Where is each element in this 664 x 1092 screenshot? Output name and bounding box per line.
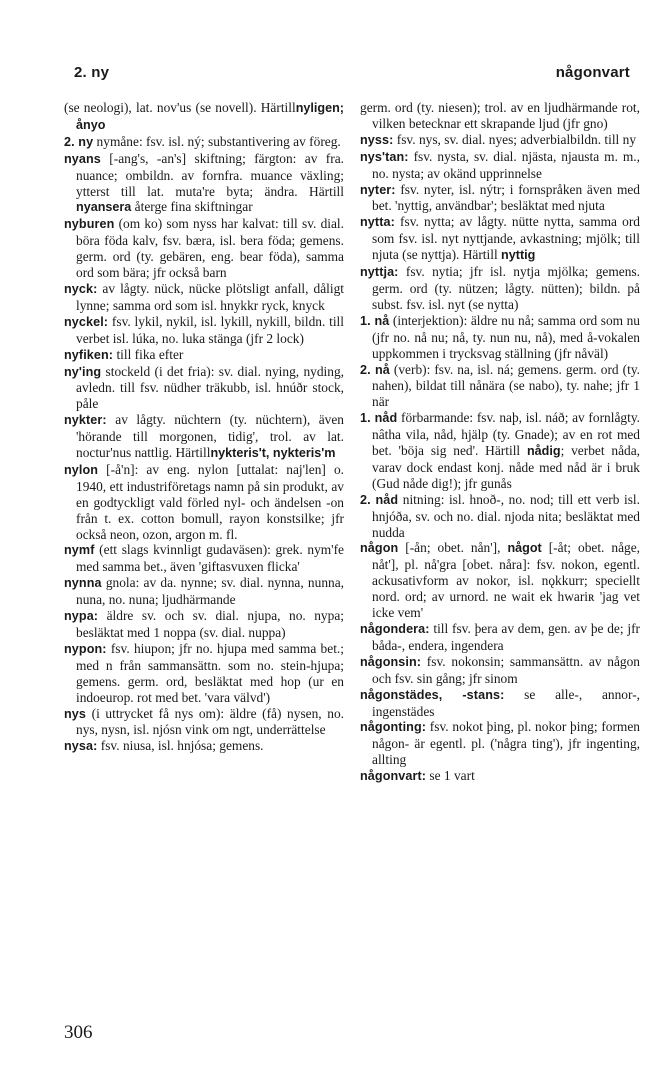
entry-text: (verb): fsv. na, isl. ná; gemens. germ. ord (ty. nahen), bildat till nånära (se nabo), ty. nahe; jfr 1 när [372, 361, 640, 410]
entry-headword: nytta: [360, 215, 395, 230]
dictionary-entry [360, 264, 640, 313]
entry-headword: nypon: [64, 641, 107, 656]
entry-headword: 2. ny [64, 134, 94, 149]
entry-text: (ett slags kvinnligt gudaväsen): grek. nym'fe med samma bet., även 'giftasvuxen flicka' [76, 542, 344, 575]
entry-text: [-ang's, -an's] skiftning; färgton: av fra. nuance; ombildn. av fornfra. muance växling; ytterst till lat. muta're byta; ändra. Härtill [76, 150, 344, 199]
entry-text: äldre sv. och sv. dial. njupa, no. nypa; besläktat med 1 noppa (sv. dial. nuppa) [76, 608, 344, 640]
dictionary-entry [360, 621, 640, 654]
entry-text: till fsv. þera av dem, gen. av þe de; jfr båda-, endera, ingendera [372, 621, 640, 653]
entry-headword: 2. nåd [360, 492, 399, 507]
entry-headword: någonvart: [360, 769, 427, 784]
dictionary-entry [64, 314, 344, 347]
dictionary-entry [360, 182, 640, 215]
entry-derived-headword: nyansera [76, 200, 132, 215]
dictionary-entry [360, 687, 640, 720]
entry-headword: nys [64, 706, 87, 721]
left-column [64, 100, 344, 755]
dictionary-entry [360, 100, 640, 132]
entry-headword: nysa: [64, 739, 98, 754]
dictionary-entry [360, 149, 640, 182]
dictionary-entry [64, 347, 344, 364]
dictionary-entry [64, 151, 344, 217]
entry-text: fsv. lykil, nykil, isl. lykill, nykill, bildn. till verbet isl. lúka, no. luka stänga (jfr 2 lock) [76, 313, 344, 346]
dictionary-entry [64, 738, 344, 755]
entry-derived-headword: nådig [526, 444, 561, 459]
entry-text: (i uttrycket få nys om): äldre (få) nysen, no. nys, nysn, isl. njósn vink om ngt, underrättelse [76, 705, 344, 738]
entry-headword: någonstädes, -stans: [360, 687, 505, 702]
dictionary-entry [360, 492, 640, 541]
dictionary-entry [360, 362, 640, 411]
entry-text: fsv. hiupon; jfr no. hjupa med samma bet.; med n från sammansättn. som no. stein-hjupa; gemens. germ. ord, besläktat med hop (ur en indoeurop. rot med bet. 'vara välvd') [76, 640, 344, 705]
entry-text: fsv. nyter, isl. nýtr; i fornspråken även med bet. 'nyttig, användbar'; besläktat med njuta [372, 181, 640, 214]
page-number: 306 [64, 1022, 93, 1043]
entry-headword: nynna [64, 576, 102, 591]
entry-text: nitning: isl. hnoð-, no. nod; till ett verb isl. hnjóða, sv. och no. dial. njoda nita; besläktat med nudda [372, 491, 640, 540]
dictionary-entry [64, 412, 344, 462]
entry-headword: nylon [64, 462, 99, 477]
dictionary-entry [64, 462, 344, 543]
dictionary-entry [64, 575, 344, 608]
dictionary-entry [64, 216, 344, 281]
right-column [360, 100, 640, 785]
entry-headword: nyttja: [360, 265, 399, 280]
running-header-left: 2. ny [74, 64, 110, 81]
dictionary-entry [360, 719, 640, 768]
entry-headword: någonsin: [360, 654, 422, 669]
entry-derived-headword: nyttig [501, 248, 536, 263]
dictionary-entry [64, 100, 344, 134]
entry-headword: ny'ing [64, 364, 102, 379]
entry-text: [-åt; obet. någe, nåt'], pl. nå'gra [obet. nåra]: fsv. nokon, egentl. ackusativform av nokor, isl. nǫkkurr; speciellt nord. ord; av urnord. ne wait ek hwariʀ 'jag vet icke vem' [372, 540, 641, 621]
dictionary-entry [64, 542, 344, 575]
dictionary-entry [64, 706, 344, 739]
entry-headword: 2. nå [360, 362, 390, 377]
entry-headword: 1. nå [360, 313, 390, 328]
entry-headword: nyans [64, 151, 101, 166]
entry-derived-headword: nykteris't, nykteris'm [210, 446, 336, 461]
entry-text: ; verbet nåda, varav dock endast konj. nåde med nåd är i bruk (Gud nåde dig!); jfr gunås [372, 443, 641, 491]
entry-headword: nypa: [64, 609, 99, 624]
dictionary-entry [64, 281, 344, 314]
entry-text: (interjektion): äldre nu nå; samma ord som nu (jfr no. nå nu; nå, ty. nun nu, nå), med å-vokalen uppkommen i trycksvag ställning (jfr nåväl) [372, 312, 641, 361]
entry-text: av lågty. nüchtern (ty. nüchtern), även 'hörande till morgonen, tidig', trol. av lat. noctur'nus nattlig. Härtill [76, 412, 344, 461]
running-header-right: någonvart [555, 64, 630, 81]
entry-text: till fika efter [113, 346, 184, 362]
entry-headword: någonting: [360, 720, 427, 735]
entry-headword: 1. nåd [360, 411, 398, 426]
entry-derived-headword: nyligen; ånyo [76, 101, 344, 132]
dictionary-entry [360, 654, 640, 687]
entry-text: [-ån; obet. nån'], [398, 540, 508, 556]
entry-text: förbarmande: fsv. naþ, isl. náð; av fornlågty. nâtha vila, nåd, hjälp (ty. Gnade); av en rot med bet. 'böja sig ned'. Härtill [372, 410, 640, 459]
entry-text: stockeld (i det fria): sv. dial. nying, nyding, avledn. till fsv. nüdher träkubb, isl. hnúðr stock, påle [76, 363, 344, 412]
entry-headword: någon [360, 541, 399, 556]
entry-headword: nymf [64, 543, 95, 558]
dictionary-entry [64, 641, 344, 706]
entry-text: germ. ord (ty. niesen); trol. av en ljudhärmande rot, vilken betecknar ett skrapande ljud (jfr gno) [360, 100, 640, 131]
dictionary-entry [64, 364, 344, 413]
dictionary-entry [360, 132, 640, 149]
entry-text: fsv. nytta; av lågty. nütte nytta, samma ord som fsv. isl. nyt nyttjande, avkastning; mjölk; till njuta (se nyttja). Härtill [372, 214, 640, 263]
entry-text: fsv. nys, sv. dial. nyes; adverbialbildn. till ny [393, 131, 637, 147]
entry-headword: nys'tan: [360, 149, 409, 164]
entry-text: fsv. nytia; jfr isl. nytja mjölka; gemens. germ. ord (ty. nützen; lågty. nütten); bildn. på subst. fsv. isl. nyt (se nytta) [372, 264, 640, 312]
dictionary-entry [360, 410, 640, 492]
entry-text: (se neologi), lat. nov'us (se novell). Härtill [64, 100, 296, 115]
entry-text: se 1 vart [426, 768, 475, 784]
dictionary-entry [360, 540, 640, 621]
dictionary-entry [360, 768, 640, 785]
dictionary-entry [360, 313, 640, 362]
entry-text: fsv. nysta, sv. dial. njästa, njausta m. m., no. nysta; av okänd upprinnelse [372, 148, 640, 181]
dictionary-entry [360, 214, 640, 264]
entry-text: fsv. nokonsin; sammansättn. av någon och fsv. sin gång; jfr sinom [372, 653, 640, 686]
entry-text: återge fina skiftningar [131, 199, 253, 215]
entry-headword: nyckel: [64, 314, 109, 329]
entry-headword: nyfiken: [64, 347, 114, 362]
entry-headword: nyter: [360, 182, 396, 197]
entry-headword: nyss: [360, 132, 394, 147]
entry-text: av lågty. nück, nücke plötsligt anfall, dåligt lynne; samma ord som isl. hnykkr ryck, knyck [76, 280, 344, 313]
entry-headword: någondera: [360, 622, 430, 636]
entry-headword: nykter: [64, 413, 107, 428]
entry-text: fsv. nokot þing, pl. nokor þing; formen någon- är egentl. pl. ('några ting'), jfr ingenting, allting [372, 719, 640, 768]
entry-text: gnola: av da. nynne; sv. dial. nynna, nunna, nuna, no. nuna; ljudhärmande [76, 575, 344, 608]
dictionary-entry [64, 134, 344, 151]
entry-text: [-å'n]: av eng. nylon [uttalat: naj'len] o. 1940, ett industriföretags namn på sin produkt, av en godtyckligt vald förled nyl- och ändelsen -on från t. ex. cotton bomull, rayon konstsilke; jfr också neon, ozon, argon m. fl. [76, 461, 344, 542]
entry-derived-headword: något [507, 541, 542, 556]
entry-text: nymåne: fsv. isl. ný; substantivering av föreg. [93, 133, 341, 149]
entry-text: fsv. niusa, isl. hnjósa; gemens. [97, 738, 264, 754]
entry-headword: nyburen [64, 217, 115, 232]
entry-headword: nyck: [64, 281, 98, 296]
entry-text: (om ko) som nyss har kalvat: till sv. dial. böra föda kalv, fsv. bæra, isl. bera föda; gemens. germ. ord (ty. gebären, eng. bear föda), samma ord som bära; jfr också barn [76, 216, 344, 281]
dictionary-entry [64, 608, 344, 641]
entry-text: se alle-, annor-, ingenstädes [372, 686, 641, 719]
